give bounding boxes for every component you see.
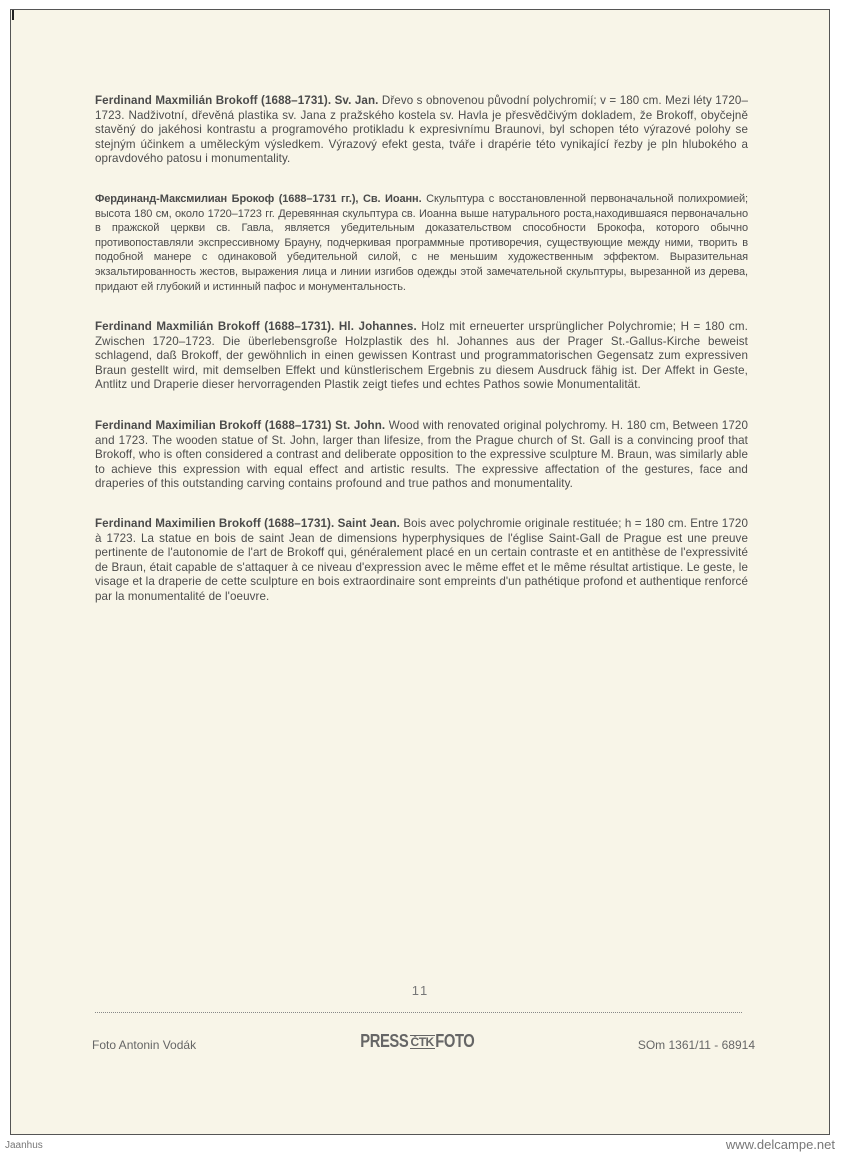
text-block-czech	[95, 94, 748, 167]
watermark-right: www.delcampe.net	[725, 1137, 835, 1152]
block-body: Bois avec polychromie originale restituée; h = 180 cm. Entre 1720 à 1723. La statue en bois de saint Jean de dimensions hyperphysiques de l'église Saint-Gall de Prague est une preuve pertinente de l'autonomie de l'art de Brokoff qui, généralement placé en un certain contraste et en antithèse de l'expressivité de Braun, était capable de s'attaquer à ce niveau d'expression avec le même effet et le même résultat artistique. Le geste, le visage et la draperie de cette sculpture en bois extraordinaire sont empreints d'un pathétique profond et authentique renforcé par la monumentalité de l'oeuvre.	[95, 517, 748, 603]
block-body: Dřevo s obnovenou původní polychromií; v = 180 cm. Mezi léty 1720–1723. Nadživotní, dřevěná plastika sv. Jana z pražského kostela sv. Havla je přesvědčivým dokladem, že Brokoff, obyčejně stavěný do jakéhosi kontrastu a programového protikladu k expresivnímu Braunovi, byl schopen této výrazové polohy se stejným účinkem a uměleckým výsledkem. Výrazový efekt gesta, tváře i drapérie této vynikající řezby je pln hlubokého a opravdového patosu i monumentality.	[95, 94, 749, 166]
text-block-russian	[95, 192, 748, 294]
footer-divider	[95, 1012, 742, 1013]
catalog-number: SOm 1361/11 - 68914	[637, 1038, 755, 1052]
text-block-german	[95, 320, 748, 393]
block-body: Holz mit erneuerter ursprünglicher Polychromie; H = 180 cm. Zwischen 1720–1723. Die überlebensgroße Holzplastik des hl. Johannes aus der Prager St.-Gallus-Kirche beweist schlagend, daß Brokoff, der gewöhnlich in einen gewissen Kontrast und programmatorischen Gegensatz zum expressiven Braun gestellt wird, mit demselben Effekt und künstlerischem Ergebnis zu diesem Ausdruck fähig ist. Der Affekt in Geste, Antlitz und Draperie dieser hervorragenden Plastik zeigt tiefes und echtes Pathos sowie Monumentalität.	[95, 320, 748, 392]
logo-foto-text: FOTO	[434, 1031, 475, 1051]
block-heading: Ferdinand Maximilien Brokoff (1688–1731). Saint Jean.	[95, 517, 400, 530]
page-number: 11	[411, 983, 430, 998]
logo-press-text: PRESS	[360, 1031, 409, 1051]
block-body: Скульптура с восстановленной первоначальной полихромией; высота 180 см, около 1720–1723 гг. Деревянная скульптура св. Иоанна выше натурального роста,находившаяся первоначально в пражской церкви св. Гавла, является убедительным доказательством способности Брокофа, которого обычно противопоставляли экспрессивному Брауну, подчеркивая программные противоречия, существующие между ними, творить в подобной манере с одинаковой убедительной силой, с не меньшим художественным эффектом. Выразительная экзальтированность жестов, выражения лица и линии изгибов одежды этой замечательной скульптуры, вырезанной из дерева, придают ей глубокий и истинный пафос и монументальность.	[95, 193, 748, 293]
watermark-left: Jaanhus	[5, 1140, 43, 1151]
block-heading: Ferdinand Maxmilián Brokoff (1688–1731). Hl. Johannes.	[95, 320, 417, 333]
corner-mark	[12, 10, 14, 20]
block-heading: Ferdinand Maximilian Brokoff (1688–1731) St. John.	[95, 419, 386, 432]
press-ctk-foto-logo	[355, 1031, 478, 1052]
block-heading: Ferdinand Maxmilián Brokoff (1688–1731). Sv. Jan.	[95, 94, 379, 107]
text-block-french	[95, 517, 748, 605]
photo-credit: Foto Antonin Vodák	[92, 1038, 197, 1052]
text-block-english	[95, 419, 748, 492]
block-body: Wood with renovated original polychromy. H. 180 cm, Between 1720 and 1723. The wooden statue of St. John, larger than lifesize, from the Prague church of St. Gall is a convincing proof that Brokoff, who is often considered a contrast and deliberate opposition to the expressive sculpture M. Braun, was similarly able to achieve this expression with equal effect and artistic results. The expressive affectation of the gestures, face and draperies of this outstanding carving contains profound and true pathos and monumentality.	[95, 419, 748, 491]
block-heading: Фердинанд-Максмилиан Брокоф (1688–1731 гг.), Св. Иоанн.	[95, 193, 422, 205]
logo-ctk-text: ČTK	[410, 1034, 434, 1049]
